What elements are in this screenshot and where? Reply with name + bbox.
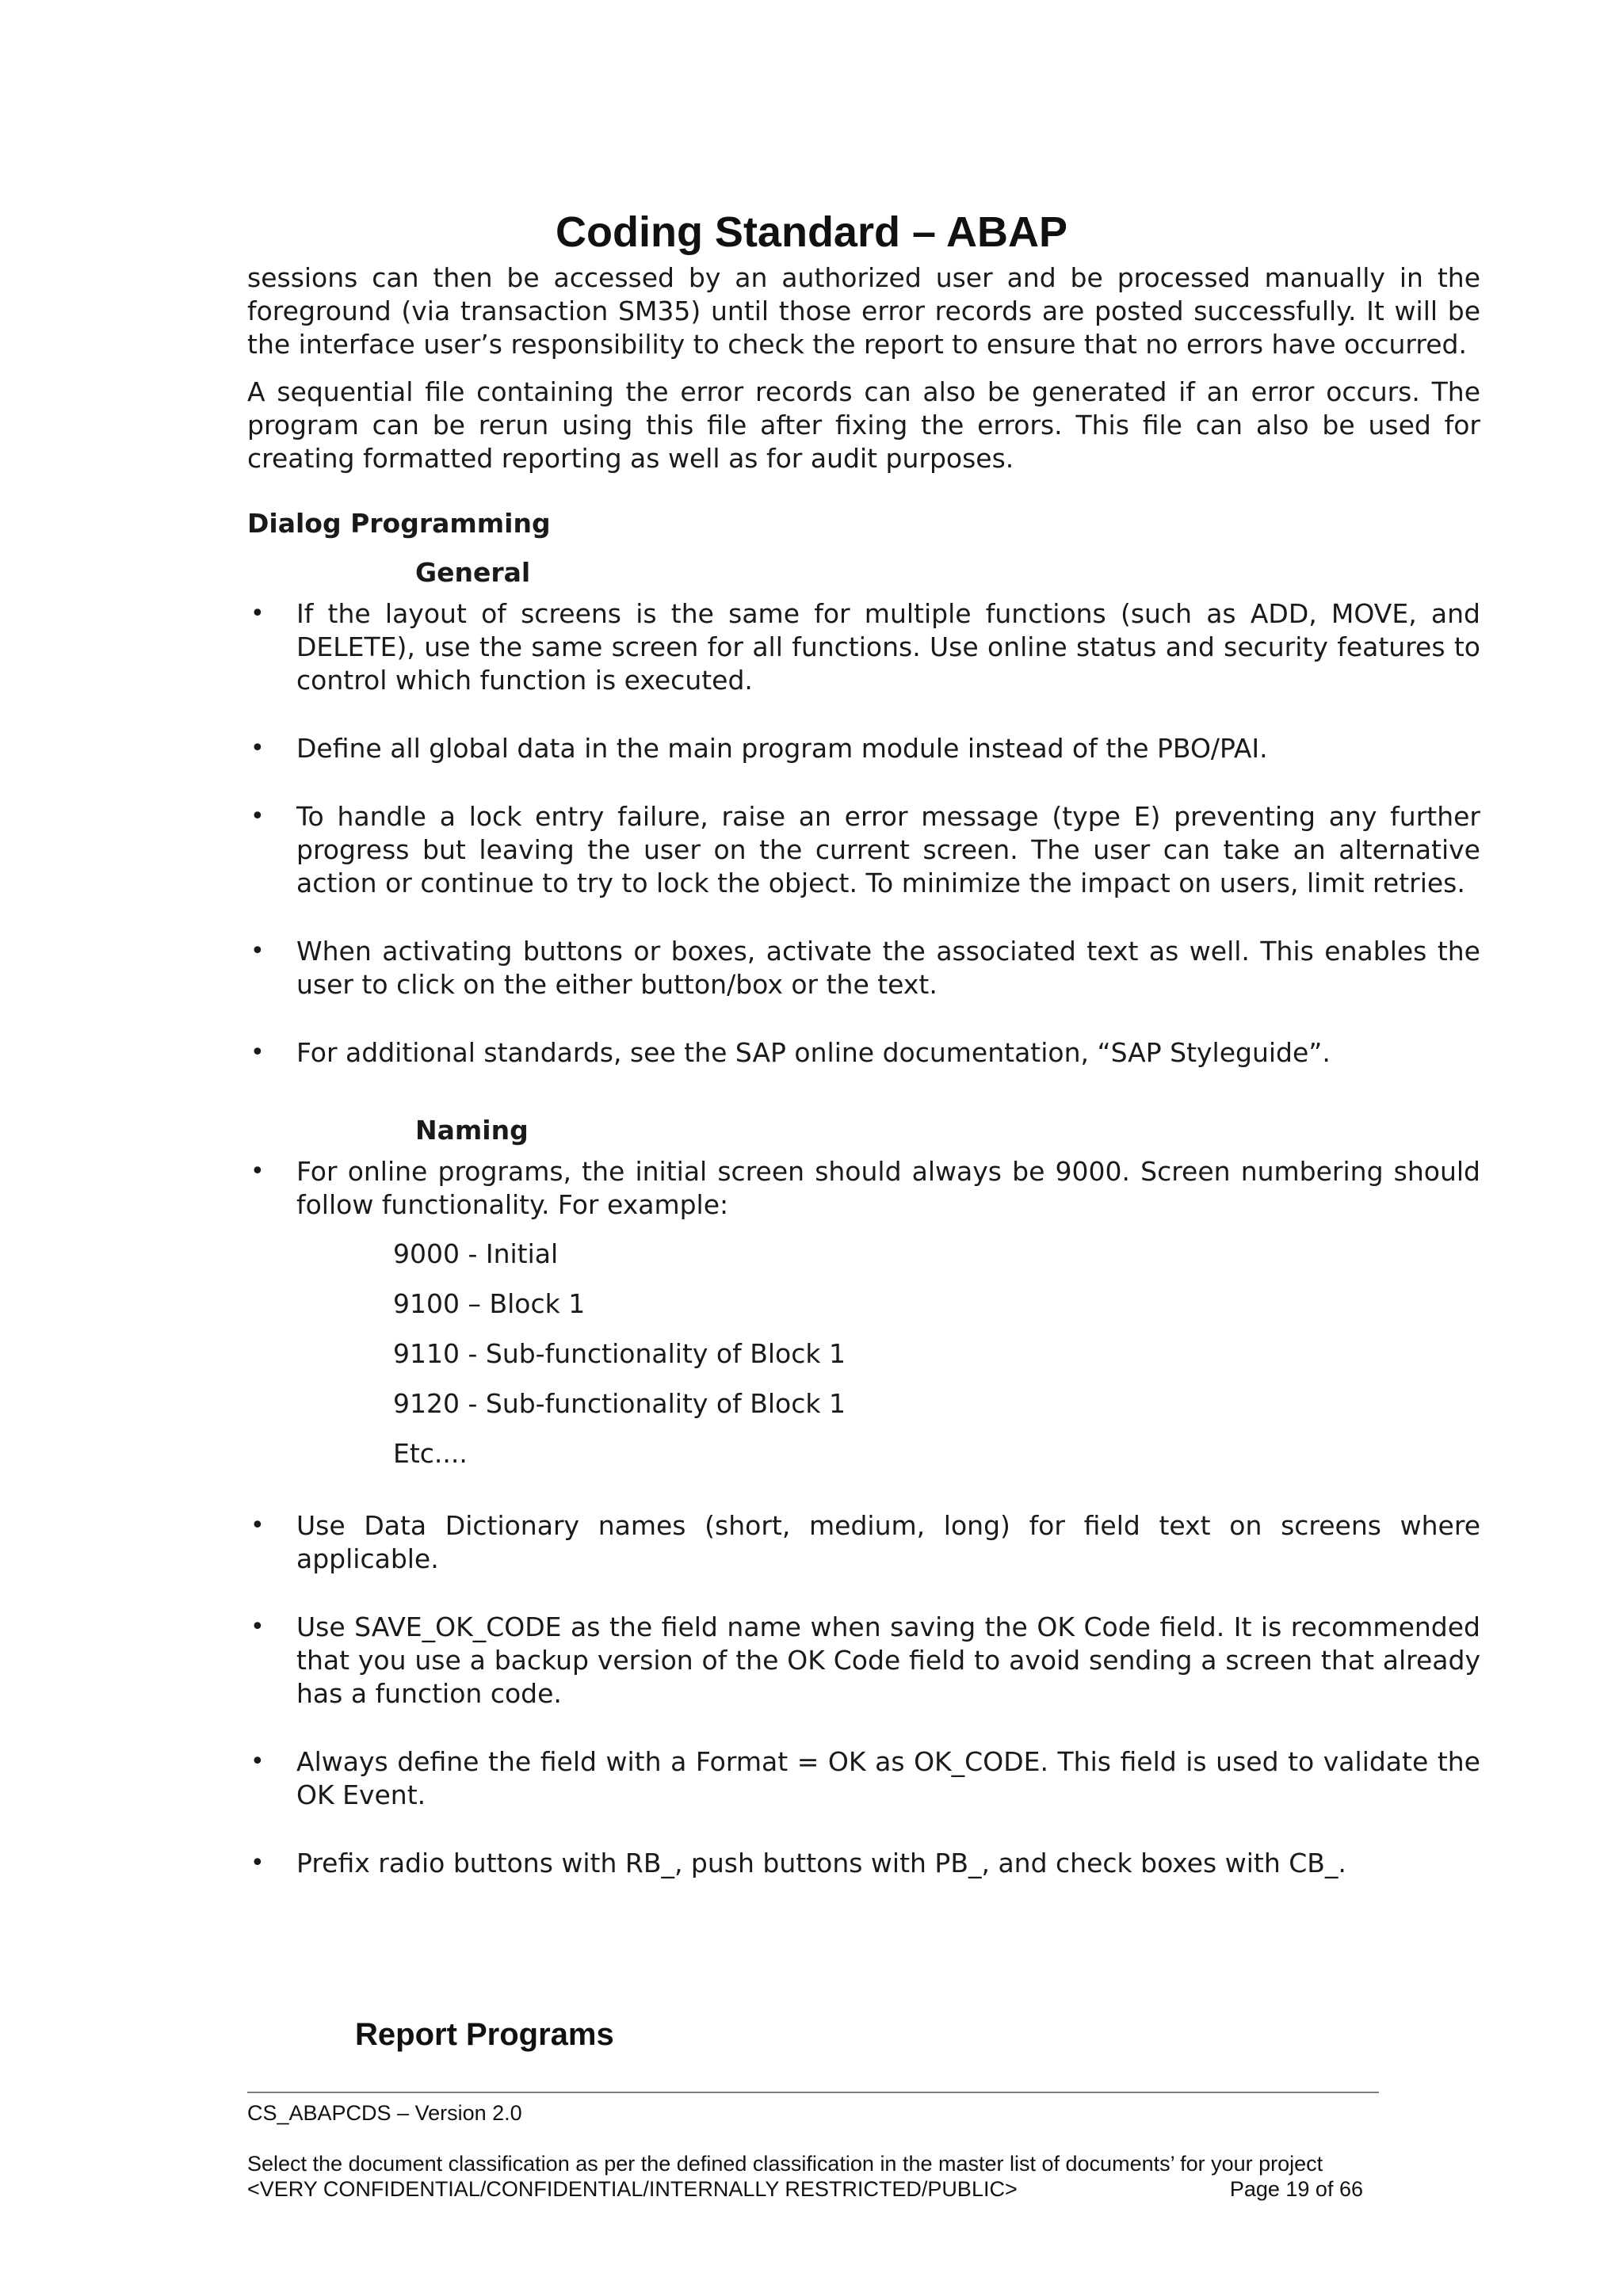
example-line: 9110 - Sub-functionality of Block 1 [393, 1338, 846, 1369]
list-item [247, 1155, 1480, 1222]
footer-classification-levels: <VERY CONFIDENTIAL/CONFIDENTIAL/INTERNALLY RESTRICTED/PUBLIC> [247, 2177, 1018, 2201]
page-header-title: Coding Standard – ABAP [555, 208, 1068, 256]
list-item-text: When activating buttons or boxes, activate the associated text as well. This enables the user to click on the either button/box or the text. [296, 936, 1480, 1000]
list-item-text: For online programs, the initial screen should always be 9000. Screen numbering should follow functionality. For example: [296, 1156, 1480, 1220]
example-line: 9120 - Sub-functionality of Block 1 [393, 1388, 846, 1419]
list-item-text: Use SAVE_OK_CODE as the field name when saving the OK Code field. It is recommended that you use a backup version of the OK Code field to avoid sending a screen that already has a function code. [296, 1611, 1480, 1709]
list-item-text: Always define the field with a Format = OK as OK_CODE. This field is used to validate the OK Event. [296, 1746, 1480, 1810]
bullet-icon: • [250, 734, 265, 762]
subsection-heading-general: General [415, 557, 531, 588]
list-item [247, 1611, 1480, 1711]
bullet-icon: • [250, 1613, 265, 1641]
bullet-icon: • [250, 1748, 265, 1775]
list-item [247, 935, 1480, 1001]
bullet-icon: • [250, 937, 265, 965]
general-bullet-list [247, 597, 1480, 1070]
list-item [247, 1036, 1480, 1070]
intro-paragraph-1: sessions can then be accessed by an authorized user and be processed manually in the foreground (via transaction SM35) until those error records are posted successfully. It will be the interface user’s responsibility to check the report to ensure that no errors have occurred. [247, 262, 1480, 360]
footer-classification-row [247, 2177, 1379, 2202]
bullet-icon: • [250, 1039, 265, 1066]
bullet-icon: • [250, 1512, 265, 1539]
intro-paragraph-2: A sequential file containing the error records can also be generated if an error occurs. The program can be rerun using this file after fixing the errors. This file can also be used for creating formatted reporting as well as for audit purposes. [247, 376, 1480, 474]
bullet-icon: • [250, 803, 265, 830]
list-item [247, 1745, 1480, 1812]
naming-bullet-list-continued [247, 1509, 1480, 1880]
page-number: Page 19 of 66 [1229, 2177, 1363, 2201]
section-heading-dialog-programming: Dialog Programming [247, 508, 551, 539]
list-item-text: For additional standards, see the SAP online documentation, “SAP Styleguide”. [296, 1037, 1331, 1068]
footer-doc-version: CS_ABAPCDS – Version 2.0 [247, 2101, 522, 2125]
screen-number-examples [393, 1238, 1480, 1487]
list-item [247, 732, 1480, 765]
list-item [247, 1847, 1480, 1880]
list-item [247, 1509, 1480, 1576]
bullet-icon: • [250, 1158, 265, 1185]
list-item [247, 800, 1480, 900]
document-body [247, 261, 1480, 1880]
footer-classification-note: Select the document classification as per the defined classification in the master list of documents’ for your project [247, 2152, 1323, 2176]
bullet-icon: • [250, 1849, 265, 1877]
list-item-text: Define all global data in the main program module instead of the PBO/PAI. [296, 733, 1268, 764]
section-heading-report-programs: Report Programs [355, 2017, 614, 2052]
example-line: 9000 - Initial [393, 1238, 559, 1269]
bullet-icon: • [250, 600, 265, 627]
subsection-heading-naming: Naming [415, 1115, 529, 1146]
naming-bullet-list [247, 1155, 1480, 1222]
list-item [247, 597, 1480, 697]
list-item-text: If the layout of screens is the same for multiple functions (such as ADD, MOVE, and DELETE), use the same screen for all functions. Use online status and security features to control which function is executed. [296, 598, 1480, 696]
footer-divider [247, 2092, 1379, 2093]
example-line: 9100 – Block 1 [393, 1288, 586, 1319]
list-item-text: Use Data Dictionary names (short, medium, long) for field text on screens where applicable. [296, 1510, 1480, 1574]
list-item-text: To handle a lock entry failure, raise an error message (type E) preventing any further progress but leaving the user on the current screen. The user can take an alternative action or continue to try to lock the object. To minimize the impact on users, limit retries. [296, 801, 1480, 898]
list-item-text: Prefix radio buttons with RB_, push buttons with PB_, and check boxes with CB_. [296, 1848, 1346, 1878]
example-line: Etc.... [393, 1438, 468, 1469]
